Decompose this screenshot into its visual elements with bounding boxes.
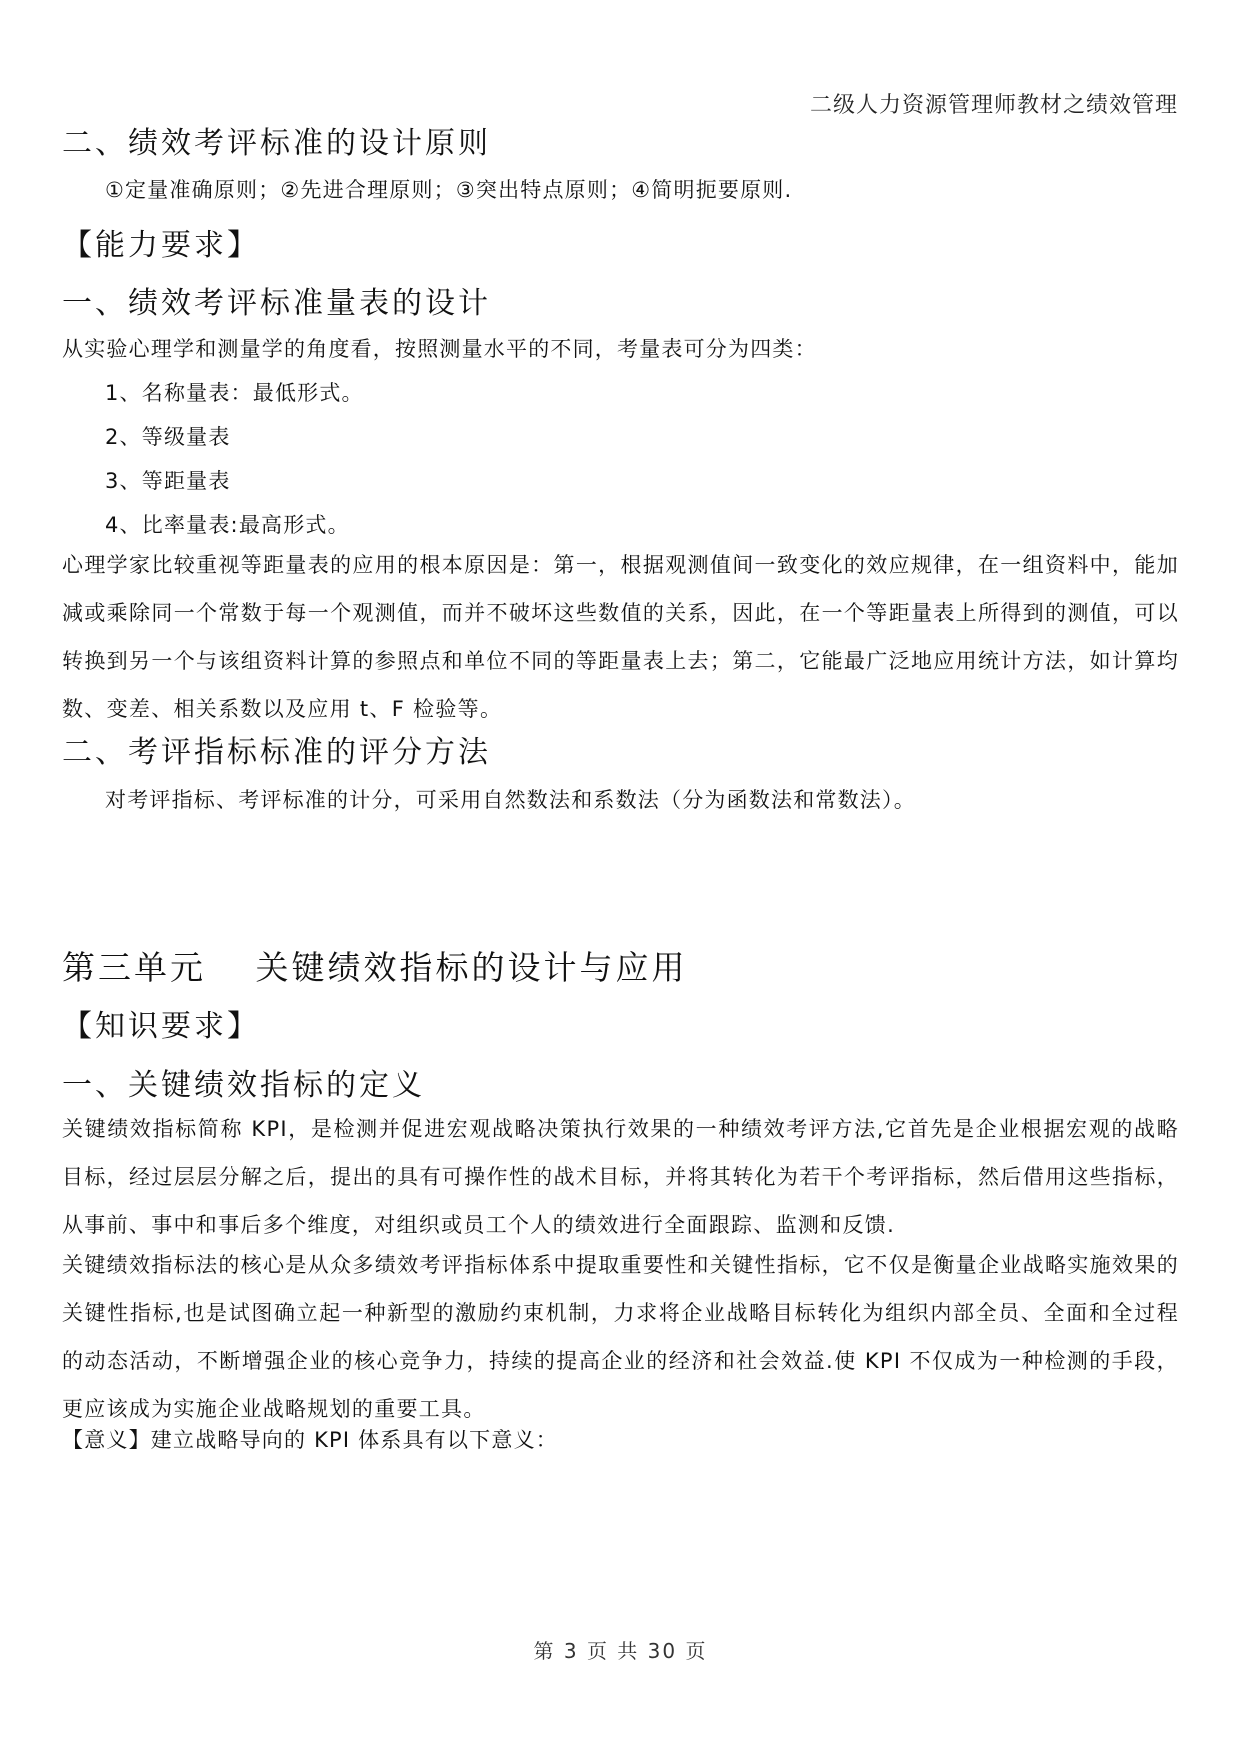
interval-scale-paragraph: 心理学家比较重视等距量表的应用的根本原因是：第一，根据观测值间一致变化的效应规律，在一组资料中，能加减或乘除同一个常数于每一个观测值，而并不破坏这些数值的关系，因此，在一个等距量表上所得到的测值，可以转换到另一个与该组资料计算的参照点和单位不同的等距量表上去；第二，它能最广泛地应用统计方法，如计算均数、变差、相关系数以及应用 t、F 检验等。 [62, 553, 1179, 721]
list-item: 2、等级量表 [105, 425, 231, 449]
list-item: 4、比率量表:最高形式。 [105, 513, 350, 537]
scoring-method-text: 对考评指标、考评标准的计分，可采用自然数法和系数法（分为函数法和常数法）。 [105, 788, 916, 812]
kpi-definition-paragraph: 关键绩效指标简称 KPI，是检测并促进宏观战略决策执行效果的一种绩效考评方法,它首先是企业根据宏观的战略目标，经过层层分解之后，提出的具有可操作性的战术目标，并将其转化为若干个考评指标，然后借用这些指标，从事前、事中和事后多个维度，对组织或员工个人的绩效进行全面跟踪、监测和反馈. [62, 1117, 1179, 1237]
knowledge-requirements-heading: 【知识要求】 [62, 1009, 260, 1044]
kpi-core-paragraph: 关键绩效指标法的核心是从众多绩效考评指标体系中提取重要性和关键性指标，它不仅是衡量企业战略实施效果的关键性指标,也是试图确立起一种新型的激励约束机制，力求将企业战略目标转化为组织内部全员、全面和全过程的动态活动，不断增强企业的核心竞争力，持续的提高企业的经济和社会效益.使 KPI 不仅成为一种检测的手段，更应该成为实施企业战略规划的重要工具。 [62, 1253, 1179, 1421]
principles-text: ①定量准确原则；②先进合理原则；③突出特点原则；④简明扼要原则. [105, 178, 793, 202]
list-item: 3、等距量表 [105, 469, 231, 493]
list-item: 1、名称量表：最低形式。 [105, 381, 364, 405]
section-heading-design-principles: 二、绩效考评标准的设计原则 [62, 126, 491, 161]
significance-text: 【意义】建立战略导向的 KPI 体系具有以下意义： [62, 1428, 558, 1452]
ability-requirements-heading: 【能力要求】 [62, 228, 260, 263]
scale-intro-text: 从实验心理学和测量学的角度看，按照测量水平的不同，考量表可分为四类： [62, 337, 817, 361]
scale-design-heading: 一、绩效考评标准量表的设计 [62, 286, 491, 321]
page-number-footer: 第 3 页 共 30 页 [533, 1639, 708, 1663]
running-header: 二级人力资源管理师教材之绩效管理 [809, 93, 1178, 118]
kpi-definition-heading: 一、关键绩效指标的定义 [62, 1068, 425, 1103]
scoring-method-heading: 二、考评指标标准的评分方法 [62, 735, 491, 770]
unit-title: 第三单元 关键绩效指标的设计与应用 [62, 948, 688, 987]
